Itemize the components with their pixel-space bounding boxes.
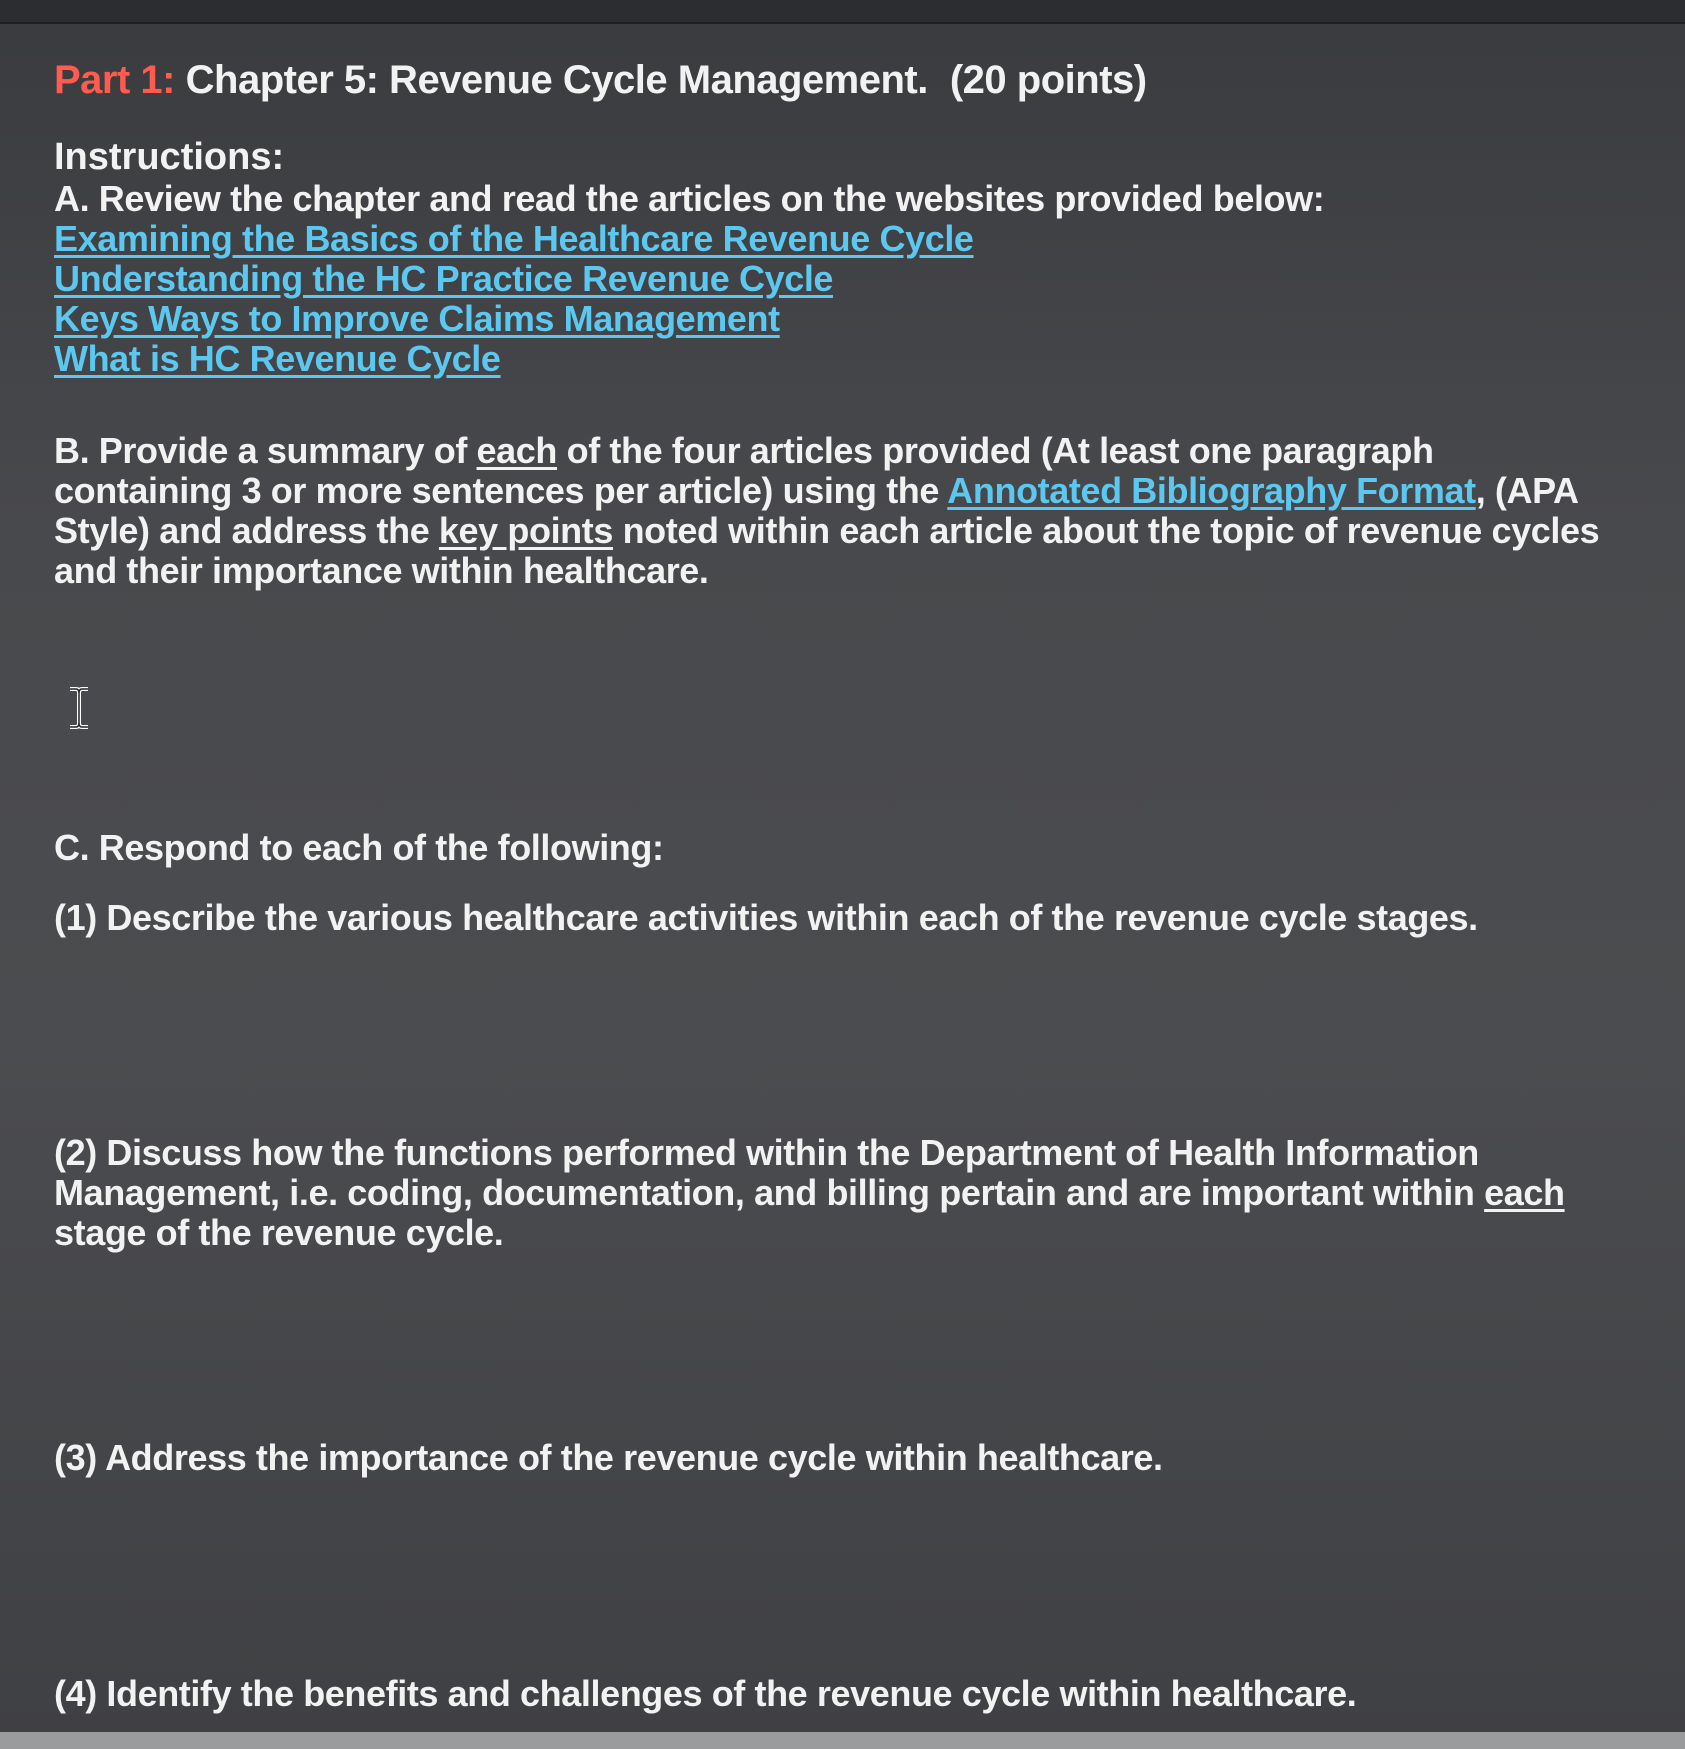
section-b-part-4: noted within each article about the topic of revenue cycles and their importance within healthcare. (54, 510, 1600, 591)
section-b-text (54, 431, 1614, 591)
document-body (54, 58, 1614, 1714)
link-examining-basics[interactable]: Examining the Basics of the Healthcare Revenue Cycle (54, 218, 974, 259)
section-c-label: C. Respond to each of the following: (54, 827, 664, 868)
screen-bottom-edge (0, 1732, 1685, 1749)
question-3: (3) Address the importance of the revenue cycle within healthcare. (54, 1437, 1163, 1478)
article-link-item (54, 219, 1614, 259)
section-b-part-1: B. Provide a summary of (54, 430, 477, 471)
section-b-part-3: , (APA Style) and address the (54, 470, 1578, 551)
article-link-list (54, 219, 1614, 379)
text-cursor-icon (66, 686, 92, 730)
points-label: (20 points) (949, 58, 1147, 102)
key-points-emphasis: key points (438, 510, 613, 551)
link-claims-management[interactable]: Keys Ways to Improve Claims Management (54, 298, 780, 339)
section-a-text: A. Review the chapter and read the articles on the websites provided below: (54, 178, 1325, 219)
article-link-item (54, 259, 1614, 299)
screen-top-bezel (0, 0, 1685, 24)
annotated-bibliography-link[interactable]: Annotated Bibliography Format (947, 470, 1476, 511)
each-emphasis: each (476, 430, 558, 471)
question-2-part-1: (2) Discuss how the functions performed within the Department of Health Information Management, i.e. coding, documentation, and billing pertain and are important within (54, 1132, 1485, 1213)
article-link-item (54, 299, 1614, 339)
question-1: (1) Describe the various healthcare activities within each of the revenue cycle stages. (54, 897, 1478, 938)
chapter-title: Chapter 5: Revenue Cycle Management. (185, 58, 928, 102)
part-label: Part 1: (54, 58, 175, 102)
article-link-item (54, 339, 1614, 379)
instructions-label: Instructions: (54, 136, 285, 178)
section-b-part-2: of the four articles provided (At least one paragraph containing 3 or more sentences per article) using the (54, 430, 1434, 511)
question-4: (4) Identify the benefits and challenges of the revenue cycle within healthcare. (54, 1673, 1357, 1714)
link-what-is-revenue-cycle[interactable]: What is HC Revenue Cycle (54, 338, 501, 379)
question-2 (54, 1133, 1614, 1253)
question-2-part-2: stage of the revenue cycle. (54, 1212, 504, 1253)
link-understanding-practice[interactable]: Understanding the HC Practice Revenue Cycle (54, 258, 834, 299)
each-emphasis-q2: each (1484, 1172, 1565, 1213)
page-title (54, 58, 1614, 103)
